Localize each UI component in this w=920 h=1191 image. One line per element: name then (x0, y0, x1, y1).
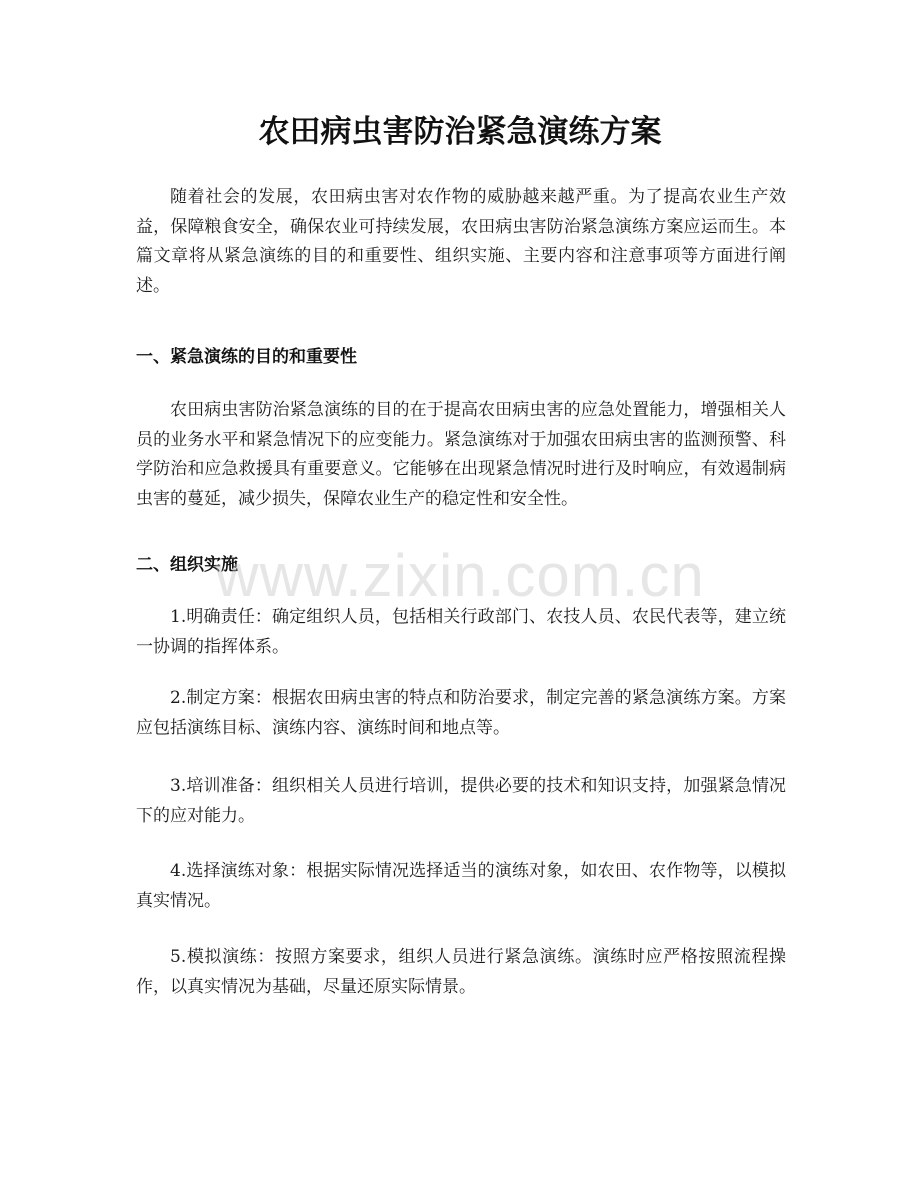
section1-paragraph: 农田病虫害防治紧急演练的目的在于提高农田病虫害的应急处置能力，增强相关人员的业务水平和紧急情况下的应变能力。紧急演练对于加强农田病虫害的监测预警、科学防治和应急救援具有重要意义。它能够在出现紧急情况时进行及时响应，有效遏制病虫害的蔓延，减少损失，保障农业生产的稳定性和安全性。 (136, 400, 786, 509)
section2-heading: 二、组织实施 (136, 555, 238, 575)
section2-item-4: 4.选择演练对象：根据实际情况选择适当的演练对象，如农田、农作物等，以模拟真实情况。 (136, 861, 786, 911)
intro-paragraph: 随着社会的发展，农田病虫害对农作物的威胁越来越严重。为了提高农业生产效益，保障粮食安全，确保农业可持续发展，农田病虫害防治紧急演练方案应运而生。本篇文章将从紧急演练的目的和重要性、组织实施、主要内容和注意事项等方面进行阐述。 (136, 187, 786, 296)
section2-item-2: 2.制定方案：根据农田病虫害的特点和防治要求，制定完善的紧急演练方案。方案应包括演练目标、演练内容、演练时间和地点等。 (136, 688, 786, 738)
watermark-text: www.zixin.com.cn (215, 542, 705, 609)
section2-item-1: 1.明确责任：确定组织人员，包括相关行政部门、农技人员、农民代表等，建立统一协调的指挥体系。 (136, 607, 786, 657)
section2-item-5: 5.模拟演练：按照方案要求，组织人员进行紧急演练。演练时应严格按照流程操作，以真实情况为基础，尽量还原实际情景。 (136, 947, 786, 997)
document-title: 农田病虫害防治紧急演练方案 (258, 114, 662, 150)
section2-item-3: 3.培训准备：组织相关人员进行培训，提供必要的技术和知识支持，加强紧急情况下的应对能力。 (136, 776, 786, 826)
section1-heading: 一、紧急演练的目的和重要性 (136, 347, 357, 367)
